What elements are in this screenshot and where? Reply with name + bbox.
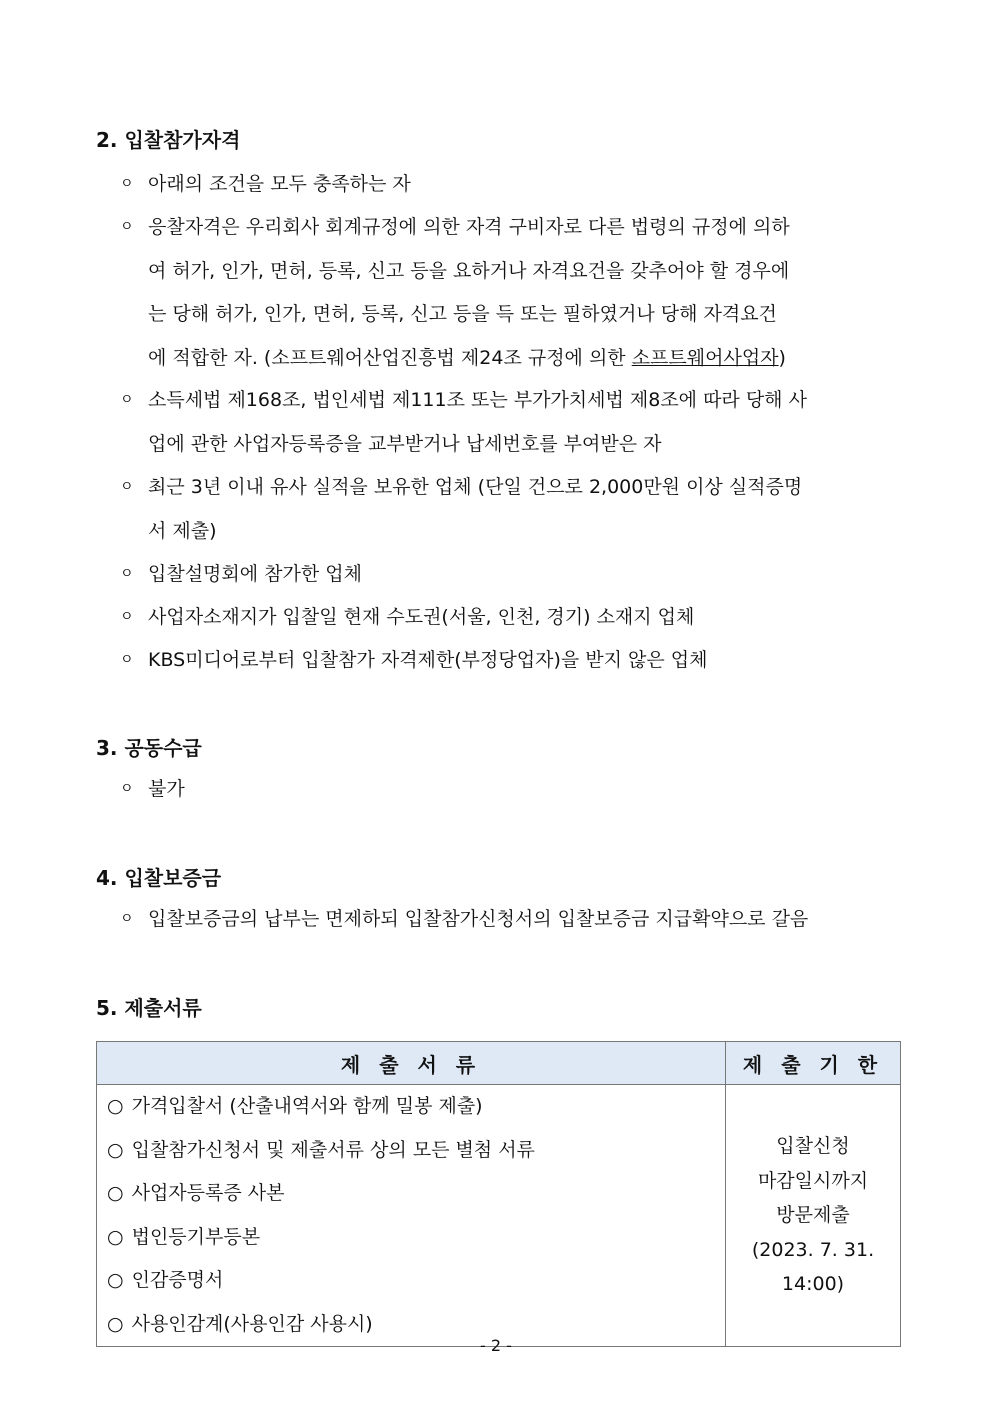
deadline-cell [726, 1085, 901, 1347]
circle-mark: ○ [107, 1138, 124, 1161]
qualification-bullet-2 [120, 206, 900, 380]
bullet-text: 는 당해 허가, 인가, 면허, 등록, 신고 등을 득 또는 필하였거나 당해 자격요건 [148, 303, 777, 325]
table-row [97, 1085, 901, 1347]
bullet-text: 사업자소재지가 입찰일 현재 수도권(서울, 인천, 경기) 소재지 업체 [148, 606, 695, 628]
documents-cell [97, 1085, 726, 1347]
bullet-text: 소득세법 제168조, 법인세법 제111조 또는 부가가치세법 제8조에 따라 당해 사 [148, 389, 807, 411]
page-number: - 2 - [480, 1336, 512, 1355]
qualification-bullet-5 [120, 553, 900, 597]
bullet-text: 응찰자격은 우리회사 회계규정에 의한 자격 구비자로 다른 법령의 규정에 의하 [148, 216, 790, 238]
bullet-text: 최근 3년 이내 유사 실적을 보유한 업체 (단일 건으로 2,000만원 이상 실적증명 [148, 476, 803, 498]
section-3-heading: 3. 공동수급 [96, 736, 202, 760]
document-label: 사업자등록증 사본 [131, 1182, 285, 1204]
document-label: 가격입찰서 (산출내역서와 함께 밀봉 제출) [131, 1095, 483, 1117]
document-item [107, 1216, 725, 1260]
document-item [107, 1085, 725, 1129]
bullet-mark: ㅇ [120, 392, 134, 408]
qualification-bullet-1 [120, 163, 900, 207]
bullet-mark: ㅇ [120, 566, 134, 582]
bullet-text: 여 허가, 인가, 면허, 등록, 신고 등을 요하거나 자격요건을 갖추어야 할 경우에 [148, 259, 790, 282]
joint-supply-bullet [120, 768, 900, 812]
qualification-bullet-7 [120, 639, 900, 683]
circle-mark: ○ [107, 1312, 124, 1335]
circle-mark: ○ [107, 1225, 124, 1248]
qualification-bullet-3 [120, 379, 900, 466]
circle-mark: ○ [107, 1269, 124, 1291]
bullet-text: 서 제출) [148, 519, 217, 542]
document-label: 인감증명서 [131, 1269, 224, 1291]
deadline-line: 마감일시까지 [757, 1169, 869, 1192]
document-item [107, 1129, 725, 1173]
bullet-mark: ㅇ [120, 652, 134, 668]
section-5-heading: 5. 제출서류 [96, 996, 202, 1020]
bullet-mark: ㅇ [120, 479, 134, 495]
circle-mark: ○ [107, 1182, 124, 1204]
bullet-mark: ㅇ [120, 176, 134, 192]
circle-mark: ○ [107, 1095, 124, 1117]
documents-column-header: 제 출 서 류 [97, 1042, 726, 1085]
qualification-bullet-6 [120, 596, 900, 640]
bullet-text: 아래의 조건을 모두 충족하는 자 [148, 173, 411, 195]
document-label: 사용인감계(사용인감 사용시) [131, 1312, 373, 1335]
bullet-mark: ㅇ [120, 609, 134, 625]
submission-documents-table [96, 1041, 901, 1347]
bullet-mark: ㅇ [120, 781, 134, 797]
table-header-row [97, 1042, 901, 1085]
bid-bond-bullet [120, 898, 900, 942]
section-4-heading: 4. 입찰보증금 [96, 866, 222, 890]
bullet-mark: ㅇ [120, 911, 134, 927]
deadline-line: 입찰신청 [776, 1135, 850, 1158]
bullet-mark: ㅇ [120, 219, 134, 235]
section-2-heading: 2. 입찰참가자격 [96, 128, 241, 152]
document-item [107, 1172, 725, 1216]
document-label: 입찰참가신청서 및 제출서류 상의 모든 별첨 서류 [131, 1138, 535, 1161]
qualification-bullet-4 [120, 466, 900, 553]
document-label: 법인등기부등본 [131, 1225, 261, 1248]
deadline-line: 방문제출 [776, 1204, 850, 1227]
bullet-text: 업에 관한 사업자등록증을 교부받거나 납세번호를 부여받은 자 [148, 432, 662, 455]
deadline-line: 14:00) [781, 1273, 845, 1296]
bullet-text: KBS미디어로부터 입찰참가 자격제한(부정당업자)을 받지 않은 업체 [148, 649, 708, 671]
underlined-text: 소프트웨어사업자 [631, 346, 779, 369]
bullet-text: 입찰보증금의 납부는 면제하되 입찰참가신청서의 입찰보증금 지급확약으로 갈음 [148, 908, 809, 930]
bullet-text: 불가 [148, 778, 185, 800]
bullet-text: 입찰설명회에 참가한 업체 [148, 563, 362, 585]
deadline-column-header: 제 출 기 한 [726, 1042, 901, 1085]
deadline-line: (2023. 7. 31. [751, 1238, 875, 1261]
bullet-text: 에 적합한 자. (소프트웨어산업진흥법 제24조 규정에 의한 소프트웨어사업자) [148, 346, 786, 369]
document-item [107, 1259, 725, 1303]
